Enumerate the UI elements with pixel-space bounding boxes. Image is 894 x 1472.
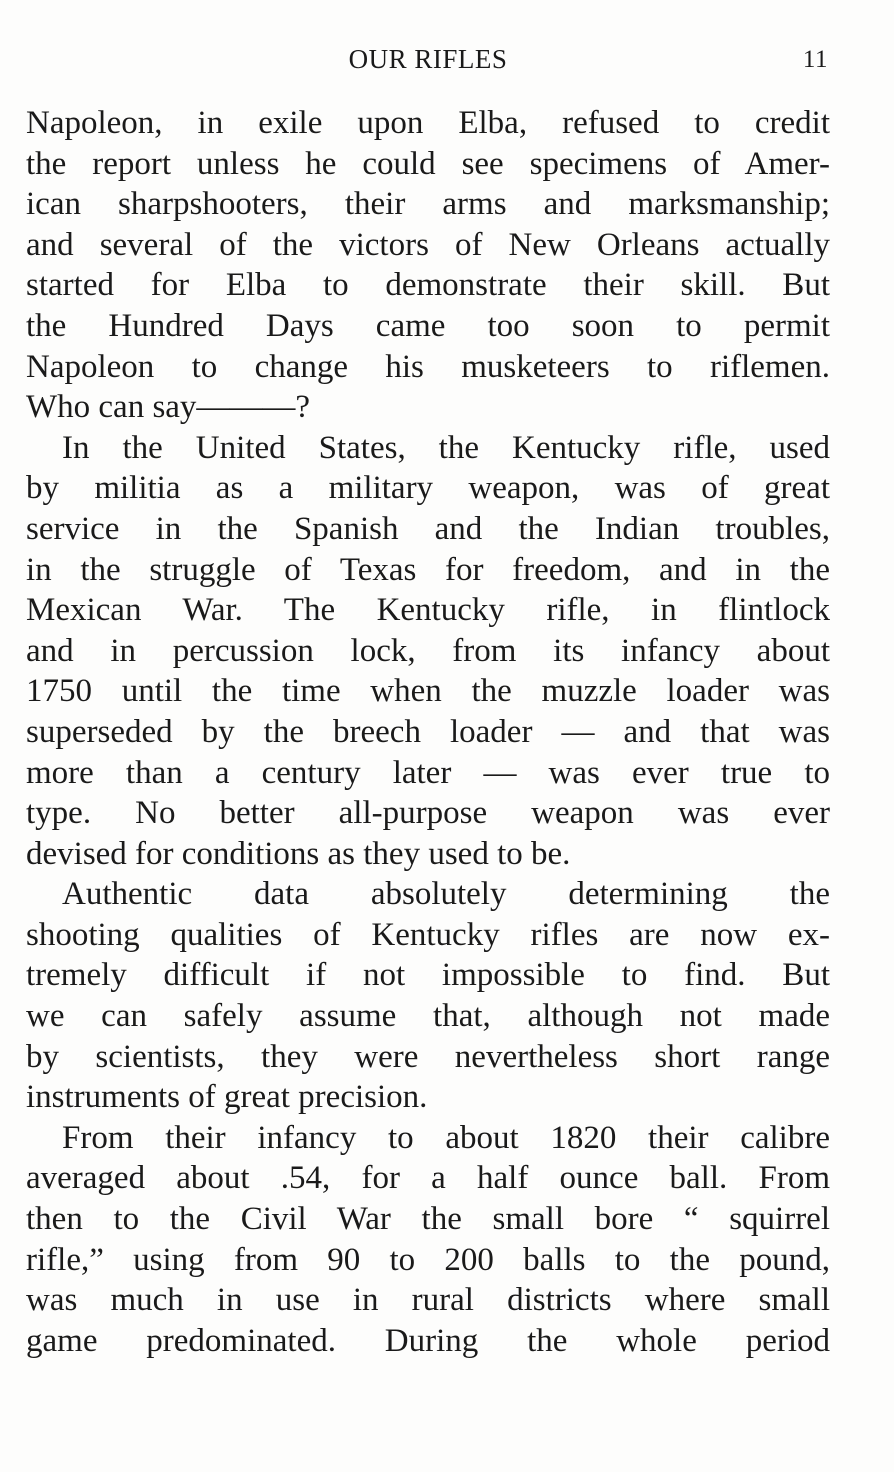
running-header [26,44,830,84]
text-line: devised for conditions as they used to be. [26,835,571,872]
text-line: Mexican War. The Kentucky rifle, in flintlock [26,592,830,629]
text-line: type. No better all-purpose weapon was ever [26,795,830,832]
text-line: shooting qualities of Kentucky rifles are now ex- [26,916,830,953]
text-line: we can safely assume that, although not made [26,998,830,1035]
text-line: In the United States, the Kentucky rifle, used [62,429,830,466]
paragraph [26,1118,830,1362]
text-line: ican sharpshooters, their arms and marksmanship; [26,186,830,223]
text-line: then to the Civil War the small bore “ squirrel [26,1201,830,1238]
paragraph [26,428,830,875]
text-line: the Hundred Days came too soon to permit [26,307,830,344]
text-line: tremely difficult if not impossible to find. But [26,957,830,994]
text-line: more than a century later — was ever true to [26,754,830,791]
chapter-title: OUR RIFLES [348,44,508,74]
text-line: was much in use in rural districts where small [26,1282,830,1319]
text-line: 1750 until the time when the muzzle loader was [26,673,830,710]
text-line: rifle,” using from 90 to 200 balls to the pound, [26,1241,830,1278]
paragraph [26,103,830,428]
paragraph [26,874,830,1118]
text-line: Who can say———? [26,389,311,426]
text-line: by militia as a military weapon, was of great [26,470,830,507]
text-line: the report unless he could see specimens of Amer- [26,145,830,182]
text-line: averaged about .54, for a half ounce ball. From [26,1160,830,1197]
text-line: started for Elba to demonstrate their skill. But [26,267,830,304]
body-text [26,103,830,1361]
text-line: instruments of great precision. [26,1079,428,1116]
text-line: by scientists, they were nevertheless short range [26,1038,830,1075]
text-line: and in percussion lock, from its infancy about [26,632,830,669]
text-line: and several of the victors of New Orleans actually [26,226,830,263]
text-line: in the struggle of Texas for freedom, and in the [26,551,830,588]
text-line: Napoleon to change his musketeers to riflemen. [26,348,830,385]
text-line: game predominated. During the whole period [26,1322,830,1359]
text-line: superseded by the breech loader — and that was [26,713,830,750]
page-number: 11 [802,46,828,73]
text-line: From their infancy to about 1820 their calibre [62,1119,830,1156]
text-line: Napoleon, in exile upon Elba, refused to credit [26,105,830,141]
text-line: service in the Spanish and the Indian troubles, [26,510,830,547]
text-line: Authentic data absolutely determining the [62,876,830,913]
